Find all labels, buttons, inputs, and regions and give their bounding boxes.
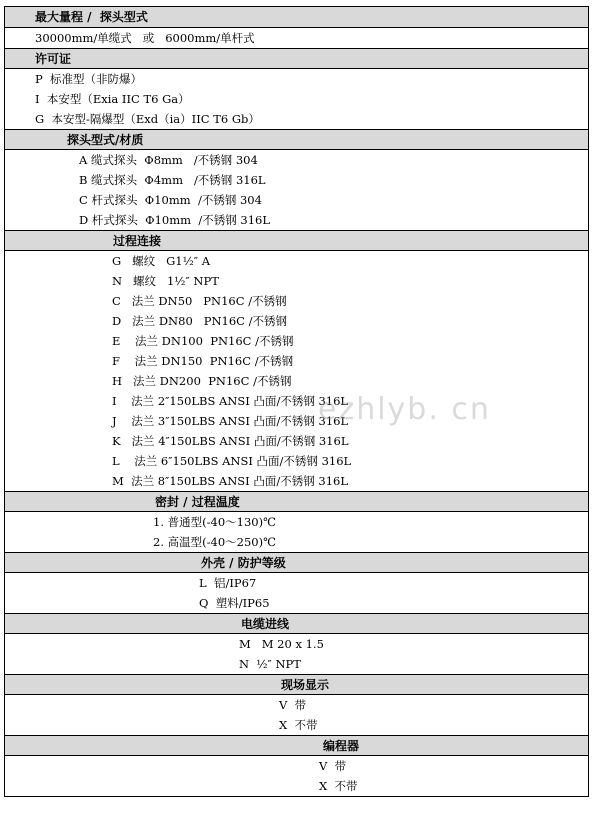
option-row: D 法兰 DN80 PN16C /不锈钢 — [112, 314, 287, 328]
option-row: 30000mm/单缆式 或 6000mm/单杆式 — [35, 31, 255, 45]
option-row: E 法兰 DN100 PN16C /不锈钢 — [112, 334, 294, 348]
section-header: 密封 / 过程温度 — [5, 491, 588, 512]
section-3 — [5, 230, 588, 491]
section-6 — [5, 613, 588, 674]
option-row: L 法兰 6″150LBS ANSI 凸面/不锈钢 316L — [112, 454, 352, 468]
option-row: P 标准型（非防爆） — [35, 72, 143, 86]
option-row: 2. 高温型(-40～250)℃ — [153, 535, 276, 549]
section-1 — [5, 48, 588, 129]
section-7 — [5, 674, 588, 735]
option-row: V 带 — [279, 698, 307, 712]
option-row: V 带 — [319, 759, 347, 773]
option-row: B 缆式探头 Φ4mm /不锈钢 316L — [79, 173, 266, 187]
section-header: 最大量程 / 探头型式 — [5, 7, 588, 28]
section-header: 许可证 — [5, 48, 588, 69]
option-row: G 本安型-隔爆型（Exd（ia）IIC T6 Gb） — [35, 112, 260, 126]
option-row: I 法兰 2″150LBS ANSI 凸面/不锈钢 316L — [112, 394, 349, 408]
selection-table — [4, 6, 589, 797]
section-header: 编程器 — [5, 735, 588, 756]
option-row: 1. 普通型(-40～130)℃ — [153, 515, 276, 529]
section-5 — [5, 552, 588, 613]
option-row: D 杆式探头 Φ10mm /不锈钢 316L — [79, 213, 270, 227]
option-row: I 本安型（Exia IIC T6 Ga） — [35, 92, 190, 106]
option-row: N ½″ NPT — [239, 657, 301, 671]
option-row: M 法兰 8″150LBS ANSI 凸面/不锈钢 316L — [112, 474, 348, 488]
section-header: 外壳 / 防护等级 — [5, 552, 588, 573]
option-row: K 法兰 4″150LBS ANSI 凸面/不锈钢 316L — [112, 434, 349, 448]
section-header: 电缆进线 — [5, 613, 588, 634]
option-row: F 法兰 DN150 PN16C /不锈钢 — [112, 354, 294, 368]
option-row: C 法兰 DN50 PN16C /不锈钢 — [112, 294, 287, 308]
option-row: C 杆式探头 Φ10mm /不锈钢 304 — [79, 193, 262, 207]
section-8 — [5, 735, 588, 796]
section-header: 现场显示 — [5, 674, 588, 695]
option-row: Q 塑料/IP65 — [199, 596, 270, 610]
section-header: 探头型式/材质 — [5, 129, 588, 150]
option-row: J 法兰 3″150LBS ANSI 凸面/不锈钢 316L — [112, 414, 349, 428]
option-row: X 不带 — [319, 779, 358, 793]
option-row: G 螺纹 G1½″ A — [112, 254, 211, 268]
option-row: A 缆式探头 Φ8mm /不锈钢 304 — [79, 153, 258, 167]
option-row: X 不带 — [279, 718, 318, 732]
option-row: H 法兰 DN200 PN16C /不锈钢 — [112, 374, 292, 388]
section-0 — [5, 7, 588, 48]
section-4 — [5, 491, 588, 552]
section-header: 过程连接 — [5, 230, 588, 251]
option-row: L 铝/IP67 — [199, 576, 257, 590]
option-row: N 螺纹 1½″ NPT — [112, 274, 219, 288]
section-2 — [5, 129, 588, 230]
watermark: ezhlyb. cn — [318, 392, 491, 427]
option-row: M M 20 x 1.5 — [239, 637, 324, 651]
